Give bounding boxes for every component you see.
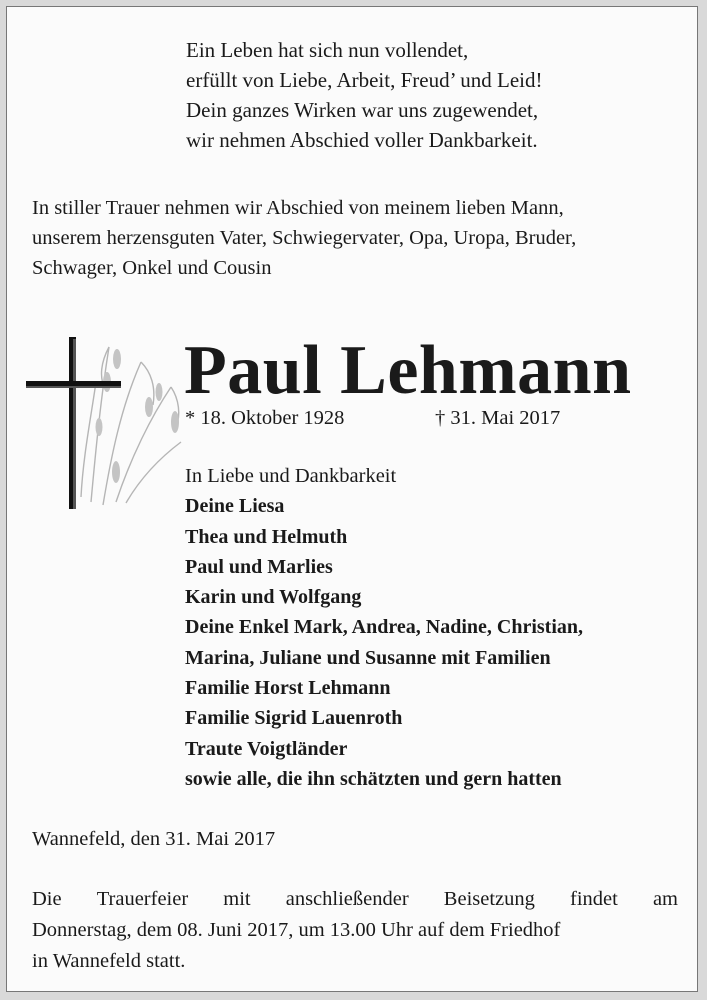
service-line-2: Donnerstag, dem 08. Juni 2017, um 13.00 Uhr auf dem Friedhof xyxy=(32,919,561,941)
service-line-3: in Wannefeld statt. xyxy=(32,950,186,972)
obituary-notice xyxy=(6,6,698,992)
mourner: Deine Enkel Mark, Andrea, Nadine, Christian, xyxy=(185,616,583,639)
poem-line: erfüllt von Liebe, Arbeit, Freud’ und Leid! xyxy=(186,68,543,92)
place-and-date: Wannefeld, den 31. Mai 2017 xyxy=(32,828,276,850)
poem xyxy=(186,35,666,155)
poem-line: wir nehmen Abschied voller Dankbarkeit. xyxy=(186,128,538,152)
mourner: Karin und Wolfgang xyxy=(185,586,362,609)
mourners-intro: In Liebe und Dankbarkeit xyxy=(185,465,397,487)
mourner: Familie Horst Lehmann xyxy=(185,677,391,700)
service-line-1 xyxy=(32,884,678,915)
service-word: findet xyxy=(570,888,618,910)
mourner: Deine Liesa xyxy=(185,495,285,518)
service-word: anschließender xyxy=(285,888,409,910)
mourner: Thea und Helmuth xyxy=(185,525,348,548)
deceased-name: Paul Lehmann xyxy=(184,332,632,409)
poem-line: Ein Leben hat sich nun vollendet, xyxy=(186,38,469,62)
service-word: Die xyxy=(32,888,62,910)
service-word: Beisetzung xyxy=(443,888,535,910)
death-date: † 31. Mai 2017 xyxy=(435,407,561,429)
mourners-list xyxy=(185,461,695,794)
intro-line: Schwager, Onkel und Cousin xyxy=(32,257,272,279)
intro-text xyxy=(32,193,682,283)
mourner: Marina, Juliane und Susanne mit Familien xyxy=(185,646,551,669)
poem-line: Dein ganzes Wirken war uns zugewendet, xyxy=(186,98,539,122)
birth-date: * 18. Oktober 1928 xyxy=(185,407,345,429)
intro-line: In stiller Trauer nehmen wir Abschied von meinem lieben Mann, xyxy=(32,197,564,219)
service-word: am xyxy=(652,888,678,910)
mourner: sowie alle, die ihn schätzten und gern hatten xyxy=(185,767,562,790)
intro-line: unserem herzensguten Vater, Schwiegervater, Opa, Uropa, Bruder, xyxy=(32,227,577,249)
mourner: Paul und Marlies xyxy=(185,555,333,578)
service-word: mit xyxy=(223,888,251,910)
mourner: Traute Voigtländer xyxy=(185,737,348,760)
funeral-service-info xyxy=(32,884,678,977)
cross-icon xyxy=(21,327,191,517)
mourner: Familie Sigrid Lauenroth xyxy=(185,707,403,730)
service-word: Trauerfeier xyxy=(96,888,189,910)
